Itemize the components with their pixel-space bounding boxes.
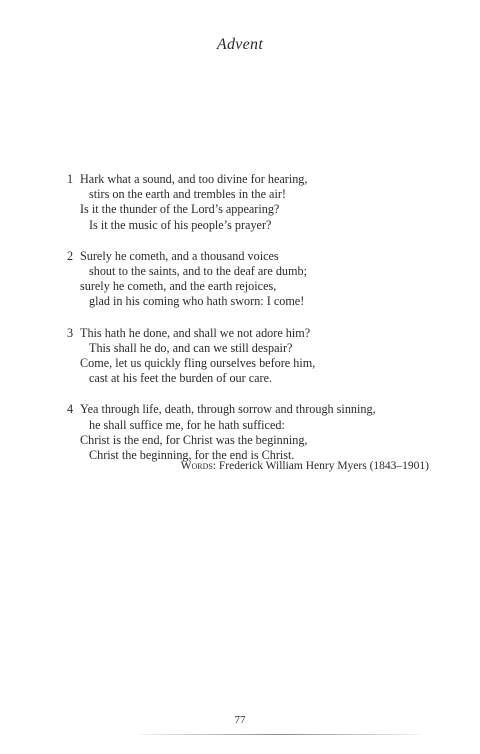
verse-line: surely he cometh, and the earth rejoices, bbox=[80, 279, 277, 294]
verse-line: Christ the beginning, for the end is Christ. bbox=[89, 448, 295, 463]
verse-number: 2 bbox=[67, 248, 74, 263]
attribution bbox=[181, 460, 429, 472]
verse-4 bbox=[67, 402, 447, 463]
verse-line: Surely he cometh, and a thousand voices bbox=[80, 248, 279, 263]
page-number: 77 bbox=[234, 714, 246, 726]
hymn-verses bbox=[67, 172, 447, 479]
page-title: Advent bbox=[216, 36, 264, 53]
verse-3 bbox=[67, 326, 447, 387]
verse-line: Is it the thunder of the Lord’s appearing? bbox=[80, 202, 280, 217]
verse-1 bbox=[67, 172, 447, 233]
verse-number: 4 bbox=[67, 402, 74, 417]
verse-line: Come, let us quickly fling ourselves before him, bbox=[80, 356, 316, 371]
verse-line: Is it the music of his people’s prayer? bbox=[89, 217, 272, 232]
bottom-rule bbox=[140, 734, 420, 735]
verse-line: Christ is the end, for Christ was the beginning, bbox=[80, 432, 308, 447]
verse-line: glad in his coming who hath sworn: I come! bbox=[89, 294, 305, 309]
attribution-author: Frederick William Henry Myers (1843–1901) bbox=[218, 460, 429, 472]
verse-line: This shall he do, and can we still despair? bbox=[89, 340, 293, 355]
verse-line: Yea through life, death, through sorrow and through sinning, bbox=[80, 402, 376, 417]
verse-line: This hath he done, and shall we not adore him? bbox=[80, 325, 311, 340]
verse-2 bbox=[67, 249, 447, 310]
verse-line: stirs on the earth and trembles in the air! bbox=[89, 187, 286, 202]
verse-line: shout to the saints, and to the deaf are dumb; bbox=[89, 264, 307, 279]
verse-line: cast at his feet the burden of our care. bbox=[89, 371, 273, 386]
verse-number: 1 bbox=[67, 172, 74, 186]
verse-number: 3 bbox=[67, 325, 74, 340]
attribution-label: Words: bbox=[180, 460, 216, 472]
verse-line: Hark what a sound, and too divine for hearing, bbox=[80, 172, 308, 186]
verse-line: he shall suffice me, for he hath sufficed: bbox=[89, 417, 285, 432]
